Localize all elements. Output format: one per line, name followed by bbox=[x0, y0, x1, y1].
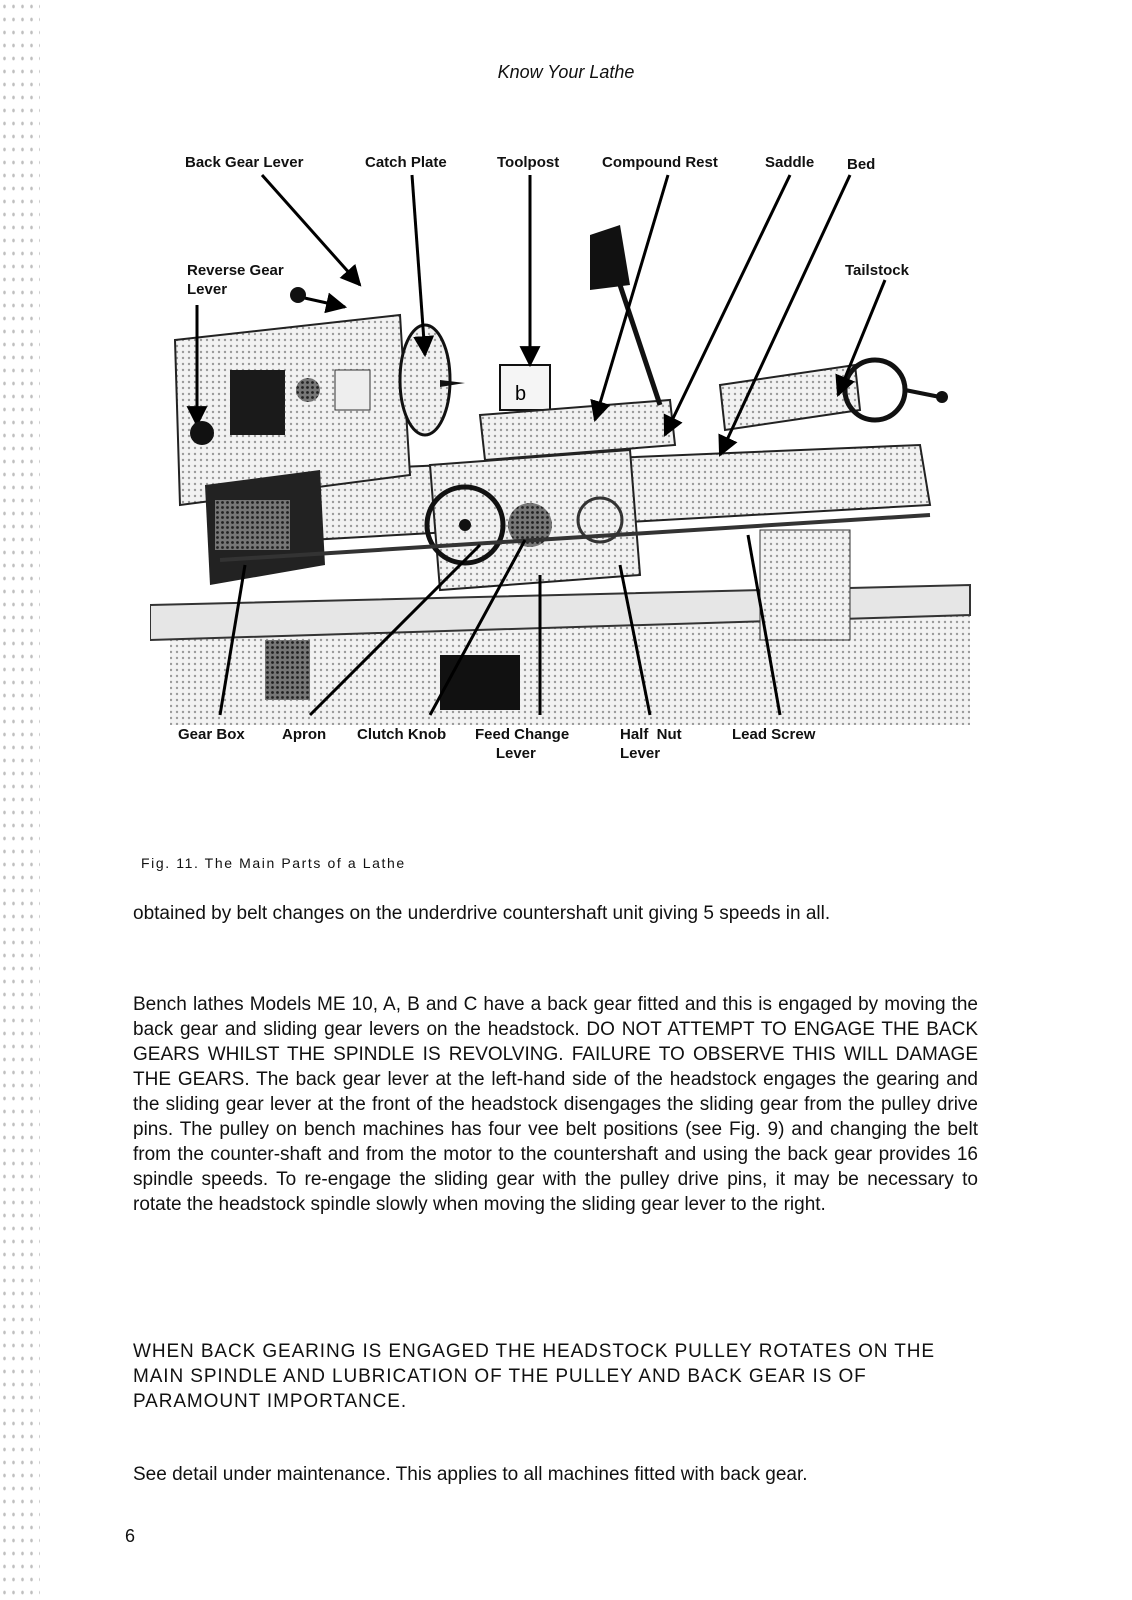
motor-bracket bbox=[265, 640, 310, 700]
scan-edge-speckle bbox=[0, 0, 40, 1600]
label-apron: Apron bbox=[282, 726, 327, 743]
figure-caption: Fig. 11. The Main Parts of a Lathe bbox=[141, 855, 406, 871]
label-lead-screw: Lead Screw bbox=[732, 726, 816, 743]
label-gear-box: Gear Box bbox=[178, 726, 245, 743]
work-lamp bbox=[590, 225, 630, 290]
paragraph-back-gear: Bench lathes Models ME 10, A, B and C have a back gear fitted and this is engaged by moving the back gear and sliding gear levers on the headstock. DO NOT ATTEMPT TO ENGAGE THE BACK GEARS WHILST THE SPINDLE IS REVOLVING. FAILURE TO OBSERVE THIS WILL DAMAGE THE GEARS. The back gear lever at the left-hand side of the headstock engages the gearing and the sliding gear lever at the front of the headstock disengages the sliding gear from the pulley drive pins. The pulley on bench machines has four vee belt positions (see Fig. 9) and changing the belt from the counter-shaft and from the motor to the countershaft and using the back gear provides 16 spindle speeds. To re-engage the sliding gear with the pulley drive pins, it may be necessary to rotate the headstock spindle slowly when moving the sliding gear lever to the right. bbox=[133, 994, 978, 1215]
lathe-figure bbox=[150, 145, 990, 810]
paragraph-maintenance-note: See detail under maintenance. This applies to all machines fitted with back gear. bbox=[133, 1464, 808, 1485]
gear-box-plate bbox=[215, 500, 290, 550]
cabinet-panel bbox=[440, 655, 520, 710]
label-catch-plate: Catch Plate bbox=[365, 154, 447, 171]
reverse-gear-knob bbox=[190, 421, 214, 445]
lamp-arm bbox=[620, 285, 660, 405]
label-feed-change-lever: Feed Change Lever bbox=[475, 726, 570, 762]
spindle-knob bbox=[296, 378, 320, 402]
label-compound-rest: Compound Rest bbox=[602, 154, 718, 171]
svg-text:b: b bbox=[515, 383, 527, 405]
tailstock bbox=[720, 365, 860, 430]
label-reverse-gear-lever: Reverse Gear Lever bbox=[187, 262, 284, 298]
label-toolpost: Toolpost bbox=[497, 154, 560, 171]
label-bed: Bed bbox=[847, 156, 876, 173]
page-number: 6 bbox=[125, 1526, 136, 1546]
label-clutch-knob: Clutch Knob bbox=[357, 726, 447, 743]
back-gear-cover bbox=[335, 370, 370, 410]
label-saddle: Saddle bbox=[765, 154, 815, 171]
paragraph-speeds: obtained by belt changes on the underdrive countershaft unit giving 5 speeds in all. bbox=[133, 903, 831, 924]
leader-reverse-gear bbox=[300, 297, 345, 307]
leader-compound-rest bbox=[595, 175, 668, 420]
leader-tailstock bbox=[838, 280, 885, 395]
lathe-illustration bbox=[150, 145, 990, 810]
paragraph-warning: WHEN BACK GEARING IS ENGAGED THE HEADSTOCK PULLEY ROTATES ON THE MAIN SPINDLE AND LUBRICATION OF THE PULLEY AND BACK GEAR IS OF PARAMOUNT IMPORTANCE. bbox=[133, 1341, 935, 1412]
centre-point bbox=[440, 380, 465, 387]
label-half-nut-lever: Half Nut Lever bbox=[620, 726, 682, 762]
tailstock-leg bbox=[760, 530, 850, 640]
label-back-gear-lever: Back Gear Lever bbox=[185, 154, 304, 171]
label-tailstock: Tailstock bbox=[845, 262, 909, 279]
running-head: Know Your Lathe bbox=[497, 62, 635, 82]
headstock-door bbox=[230, 370, 285, 435]
